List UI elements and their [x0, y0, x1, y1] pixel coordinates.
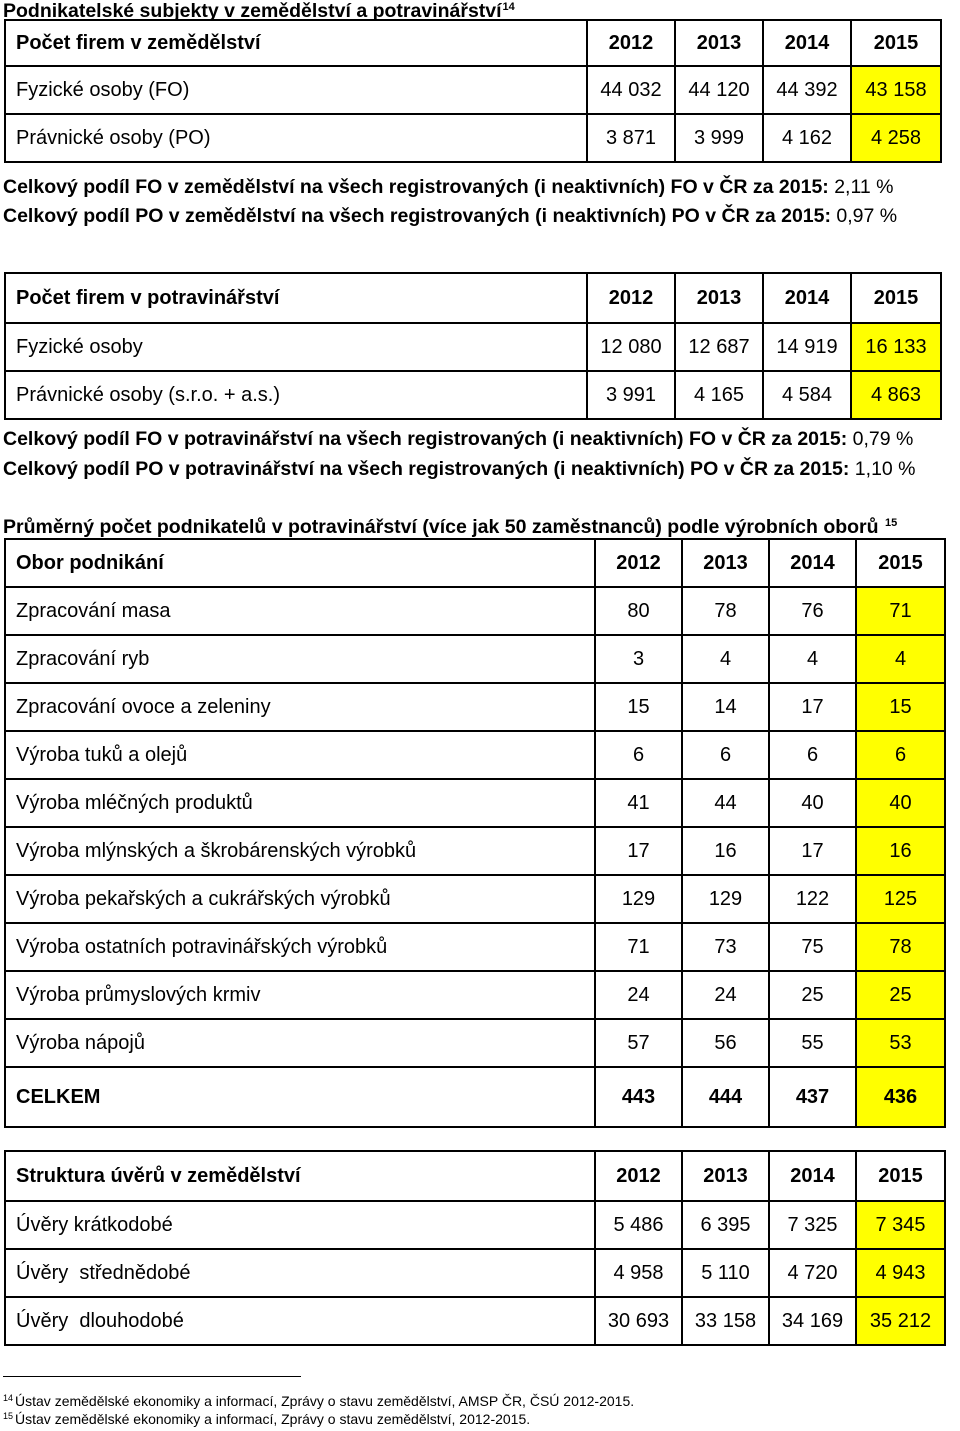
footnote-14: [3, 1393, 634, 1409]
cell-value-highlighted: 25: [856, 971, 945, 1019]
cell-value: 3 999: [675, 114, 763, 162]
cell-value-highlighted: 4: [856, 635, 945, 683]
row-label: Výroba mléčných produktů: [5, 779, 595, 827]
cell-value: 80: [595, 587, 682, 635]
cell-value: 122: [769, 875, 856, 923]
cell-value: 17: [769, 827, 856, 875]
table-row: [5, 1249, 945, 1297]
cell-value: 40: [769, 779, 856, 827]
table-header-label: Struktura úvěrů v zemědělství: [5, 1151, 595, 1201]
table-row: [5, 635, 945, 683]
note-label: Celkový podíl FO v zemědělství na všech registrovaných (i neaktivních) FO v ČR za 2015:: [3, 176, 829, 198]
table-credit-structure: [4, 1150, 946, 1346]
cell-value: 14 919: [763, 323, 851, 371]
cell-value: 57: [595, 1019, 682, 1067]
footnote-ref-15: 15: [884, 517, 898, 529]
cell-value: 25: [769, 971, 856, 1019]
table-row: [5, 114, 941, 162]
row-label: Výroba tuků a olejů: [5, 731, 595, 779]
table-row: [5, 323, 941, 371]
row-label: Výroba pekařských a cukrářských výrobků: [5, 875, 595, 923]
table-row: [5, 66, 941, 114]
footnote-separator: [3, 1376, 301, 1377]
cell-value: 30 693: [595, 1297, 682, 1345]
cell-value: 444: [682, 1067, 769, 1127]
cell-value: 12 687: [675, 323, 763, 371]
cell-value: 55: [769, 1019, 856, 1067]
cell-value: 41: [595, 779, 682, 827]
cell-value-highlighted: 4 258: [851, 114, 941, 162]
heading-text: Průměrný počet podnikatelů v potravinářství (více jak 50 zaměstnanců) podle výrobních oborů: [3, 516, 879, 538]
cell-value: 3 991: [587, 371, 675, 419]
table-row: [5, 827, 945, 875]
note-value: 2,11 %: [828, 176, 894, 198]
table-header-year: 2014: [769, 539, 856, 587]
cell-value: 3 871: [587, 114, 675, 162]
row-label: CELKEM: [5, 1067, 595, 1127]
cell-value: 34 169: [769, 1297, 856, 1345]
table-header-year: 2012: [587, 273, 675, 323]
table-row: [5, 1019, 945, 1067]
cell-value: 129: [595, 875, 682, 923]
table-header-year: 2014: [763, 273, 851, 323]
cell-value: 44: [682, 779, 769, 827]
table-header-year: 2013: [682, 539, 769, 587]
cell-value: 76: [769, 587, 856, 635]
cell-value-highlighted: 16: [856, 827, 945, 875]
cell-value: 24: [595, 971, 682, 1019]
cell-value: 129: [682, 875, 769, 923]
cell-value: 44 120: [675, 66, 763, 114]
cell-value: 17: [769, 683, 856, 731]
cell-value: 4 584: [763, 371, 851, 419]
cell-value-highlighted: 15: [856, 683, 945, 731]
footnote-number: 14: [3, 1393, 14, 1403]
cell-value: 15: [595, 683, 682, 731]
table-row: [5, 731, 945, 779]
note-value: 1,10 %: [849, 458, 916, 480]
table-header-label: Počet firem v zemědělství: [5, 20, 587, 66]
cell-value: 4 958: [595, 1249, 682, 1297]
cell-value: 24: [682, 971, 769, 1019]
table-firms-food-industry: [4, 272, 942, 420]
footnote-ref-14: 14: [502, 1, 515, 13]
table-row: [5, 875, 945, 923]
table-farms-agriculture: [4, 19, 942, 163]
row-label: Fyzické osoby (FO): [5, 66, 587, 114]
row-label: Úvěry dlouhodobé: [5, 1297, 595, 1345]
cell-value: 12 080: [587, 323, 675, 371]
cell-value-highlighted: 6: [856, 731, 945, 779]
note-label: Celkový podíl PO v potravinářství na všech registrovaných (i neaktivních) PO v ČR za 2015:: [3, 458, 850, 480]
cell-value: 4: [682, 635, 769, 683]
cell-value-highlighted: 53: [856, 1019, 945, 1067]
table-header-year: 2012: [587, 20, 675, 66]
row-label: Fyzické osoby: [5, 323, 587, 371]
row-label: Výroba nápojů: [5, 1019, 595, 1067]
cell-value: 14: [682, 683, 769, 731]
footnote-text: Ústav zemědělské ekonomiky a informací, Zprávy o stavu zemědělství, AMSP ČR, ČSÚ 2012-2015.: [15, 1393, 635, 1409]
note-share-fo-food: [3, 428, 913, 451]
note-label: Celkový podíl PO v zemědělství na všech registrovaných (i neaktivních) PO v ČR za 2015:: [3, 205, 831, 227]
row-label: Výroba mlýnských a škrobárenských výrobků: [5, 827, 595, 875]
table-header-year: 2014: [763, 20, 851, 66]
table-header-row: [5, 1151, 945, 1201]
table-row: [5, 779, 945, 827]
cell-value: 4 720: [769, 1249, 856, 1297]
row-label: Právnické osoby (PO): [5, 114, 587, 162]
cell-value: 56: [682, 1019, 769, 1067]
cell-value: 78: [682, 587, 769, 635]
cell-value: 33 158: [682, 1297, 769, 1345]
table-row: [5, 971, 945, 1019]
table-header-year: 2015: [856, 539, 945, 587]
cell-value: 71: [595, 923, 682, 971]
cell-value: 437: [769, 1067, 856, 1127]
table-header-row: [5, 539, 945, 587]
table-header-year: 2012: [595, 539, 682, 587]
row-label: Výroba ostatních potravinářských výrobků: [5, 923, 595, 971]
cell-value-highlighted: 436: [856, 1067, 945, 1127]
table-header-row: [5, 273, 941, 323]
footnote-number: 15: [3, 1411, 14, 1421]
note-label: Celkový podíl FO v potravinářství na všech registrovaných (i neaktivních) FO v ČR za 2015:: [3, 428, 848, 450]
table-header-year: 2015: [851, 273, 941, 323]
cell-value-highlighted: 125: [856, 875, 945, 923]
cell-value-highlighted: 7 345: [856, 1201, 945, 1249]
cell-value-highlighted: 16 133: [851, 323, 941, 371]
row-label: Právnické osoby (s.r.o. + a.s.): [5, 371, 587, 419]
cell-value: 17: [595, 827, 682, 875]
table-row: [5, 1297, 945, 1345]
cell-value: 4: [769, 635, 856, 683]
cell-value: 44 392: [763, 66, 851, 114]
note-value: 0,97 %: [830, 205, 898, 227]
row-label: Úvěry střednědobé: [5, 1249, 595, 1297]
note-value: 0,79 %: [847, 428, 914, 450]
table-header-label: Obor podnikání: [5, 539, 595, 587]
table-row: [5, 1201, 945, 1249]
note-share-po-food: [3, 458, 916, 481]
footnote-15: [3, 1411, 530, 1427]
footnote-text: Ústav zemědělské ekonomiky a informací, Zprávy o stavu zemědělství, 2012-2015.: [15, 1411, 531, 1427]
cell-value: 16: [682, 827, 769, 875]
cell-value-highlighted: 4 943: [856, 1249, 945, 1297]
cell-value-highlighted: 4 863: [851, 371, 941, 419]
cell-value: 3: [595, 635, 682, 683]
table-header-row: [5, 20, 941, 66]
title-text: Podnikatelské subjekty v zemědělství a potravinářství: [3, 0, 502, 22]
table-row: [5, 683, 945, 731]
cell-value-highlighted: 78: [856, 923, 945, 971]
cell-value: 44 032: [587, 66, 675, 114]
cell-value: 6: [595, 731, 682, 779]
row-label: Zpracování ovoce a zeleniny: [5, 683, 595, 731]
table-header-year: 2012: [595, 1151, 682, 1201]
row-label: Zpracování masa: [5, 587, 595, 635]
table-header-year: 2013: [675, 20, 763, 66]
section-heading-food-sectors: [3, 516, 897, 539]
note-share-po-agriculture: [3, 205, 897, 228]
cell-value-highlighted: 71: [856, 587, 945, 635]
cell-value: 73: [682, 923, 769, 971]
table-header-year: 2013: [675, 273, 763, 323]
cell-value: 4 162: [763, 114, 851, 162]
note-share-fo-agriculture: [3, 176, 893, 199]
cell-value: 75: [769, 923, 856, 971]
table-header-year: 2014: [769, 1151, 856, 1201]
table-row: [5, 923, 945, 971]
row-label: Úvěry krátkodobé: [5, 1201, 595, 1249]
table-food-sectors: [4, 538, 946, 1128]
table-row: [5, 587, 945, 635]
table-header-year: 2013: [682, 1151, 769, 1201]
table-header-label: Počet firem v potravinářství: [5, 273, 587, 323]
cell-value: 5 486: [595, 1201, 682, 1249]
cell-value: 7 325: [769, 1201, 856, 1249]
cell-value: 6 395: [682, 1201, 769, 1249]
cell-value-highlighted: 35 212: [856, 1297, 945, 1345]
cell-value: 5 110: [682, 1249, 769, 1297]
cell-value: 443: [595, 1067, 682, 1127]
table-header-year: 2015: [851, 20, 941, 66]
row-label: Výroba průmyslových krmiv: [5, 971, 595, 1019]
table-row: [5, 371, 941, 419]
row-label: Zpracování ryb: [5, 635, 595, 683]
cell-value: 4 165: [675, 371, 763, 419]
table-total-row: [5, 1067, 945, 1127]
cell-value-highlighted: 40: [856, 779, 945, 827]
cell-value: 6: [682, 731, 769, 779]
table-header-year: 2015: [856, 1151, 945, 1201]
cell-value-highlighted: 43 158: [851, 66, 941, 114]
cell-value: 6: [769, 731, 856, 779]
